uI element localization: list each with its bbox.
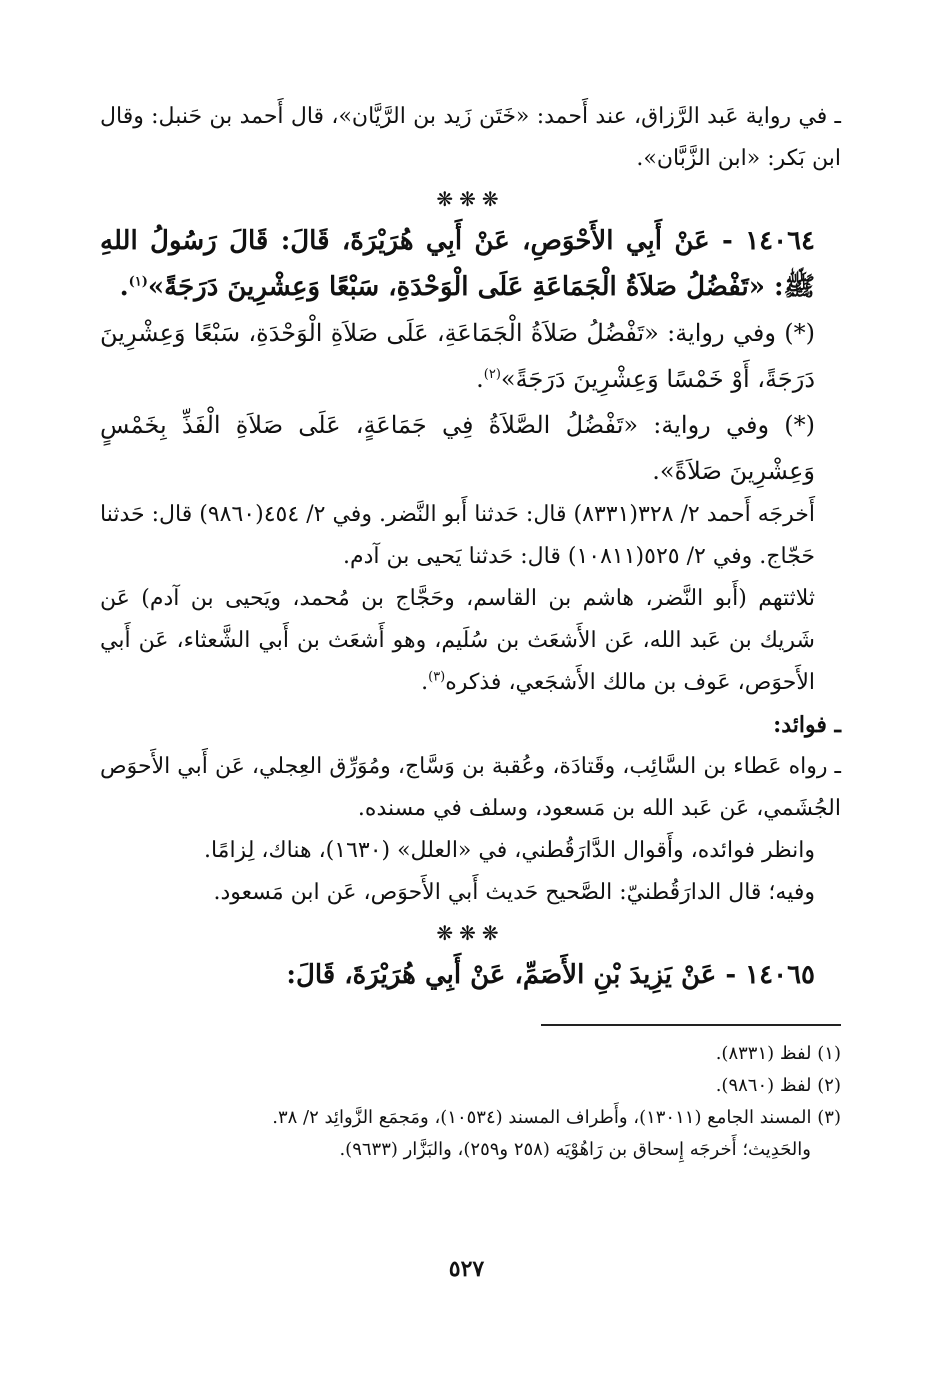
- hadith-text: عَنْ يَزِيدَ بْنِ الأَصَمِّ، عَنْ أَبِي هُرَيْرَةَ، قَالَ:: [286, 960, 717, 990]
- hadith-number: ١٤٠٦٤ -: [722, 226, 816, 256]
- footnotes: [100, 1038, 841, 1166]
- fawaid-paragraph: ـ رواه عَطاء بن السَّائِب، وقَتادَة، وعُقبة بن وَسَّاج، ومُوَرِّق العِجلي، عَن أَبي الأَحوَص الجُشَمي، عَن عَبد الله بن مَسعود، وسلف في مسنده.: [100, 754, 841, 821]
- hadith-14065: [100, 952, 841, 998]
- footnote-3-continued: والحَدِيث؛ أَخرجَه إِسحاق بن رَاهُوْيَه (٢٥٨ و٢٥٩)، والبَزَّار (٩٦٣٣).: [339, 1139, 811, 1160]
- footnote-ref: (١): [128, 274, 148, 290]
- fawaid-paragraph: وفيه؛ قال الدارَقُطنيّ: الصَّحيح حَديث أَبي الأَحوَص، عَن ابن مَسعود.: [213, 880, 815, 905]
- footnote-ref: (٣): [428, 669, 446, 685]
- takhrij-paragraph: ثلاثتهم (أَبو النَّضر، هاشم بن القاسم، وحَجَّاج بن مُحمد، ويَحيى بن آدم) عَن شَريك بن عَبد الله، عَن الأَشعَث بن سُلَيم، وهو أَشعَث بن أَبي الشَّعثاء، عَن أَبي الأَحوَص، عَوف بن مالك الأَشجَعي، فذكره$^{(٣)}$.: [100, 586, 815, 695]
- main-text: [100, 96, 841, 998]
- variant-text: (*) وفي رواية: «تَفْضُلُ صَلاَةُ الْجَمَاعَةِ، عَلَى صَلاَةِ الْوَحْدَةِ، سَبْعًا وَعِشْرِينَ دَرَجَةً، أَوْ خَمْسًا وَعِشْرِينَ دَرَجَةً»: [100, 319, 815, 393]
- footnote-ref: (٢): [483, 367, 501, 382]
- fawaid-heading: ـ فوائد:: [773, 712, 841, 738]
- page-number: ٥٢٧: [448, 1256, 485, 1282]
- footnote-3: (٣) المسند الجامع (١٣٠١١)، وأَطراف المسند (١٠٥٣٤)، ومَجمَع الزَّوائِد ٢/ ٣٨.: [272, 1107, 841, 1128]
- section-separator: ❋❋❋: [436, 187, 505, 211]
- footnote-2: (٢) لفظ (٩٨٦٠).: [715, 1075, 841, 1096]
- hadith-text: عَنْ أَبِي الأَحْوَصِ، عَنْ أَبِي هُرَيْرَةَ، قَالَ: قَالَ رَسُولُ اللهِ ﷺ: «تَفْضُلُ صَلاَةُ الْجَمَاعَةِ عَلَى الْوَحْدَةِ، سَبْعًا وَعِشْرِينَ دَرَجَةً»: [100, 226, 815, 302]
- hadith-14064: ١٤٠٦٤ - عَنْ أَبِي الأَحْوَصِ، عَنْ أَبِي هُرَيْرَةَ، قَالَ: قَالَ رَسُولُ اللهِ ﷺ: «تَفْضُلُ صَلاَةُ الْجَمَاعَةِ عَلَى الْوَحْدَةِ، سَبْعًا وَعِشْرِينَ دَرَجَةً»$^{(١)}$.: [100, 226, 816, 302]
- takhrij-paragraph: أَخرجَه أَحمد ٢/ ٣٢٨(٨٣٣١) قال: حَدثنا أَبو النَّضر. وفي ٢/ ٤٥٤(٩٨٦٠) قال: حَدثنا حَجّاج. وفي ٢/ ٥٢٥(١٠٨١١) قال: حَدثنا يَحيى بن آدم.: [100, 502, 815, 569]
- paragraph-narration-note: ـ في رواية عَبد الرَّزاق، عند أَحمد: «خَتَن زَيد بن الرَّيَّان»، قال أَحمد بن حَنبل: وقال ابن بَكر: «ابن الزَّبَّان».: [100, 104, 841, 171]
- fawaid-paragraph: وانظر فوائده، وأَقوال الدَّارَقُطني، في «العلل» (١٦٣٠)، هناك، لِزامًا.: [203, 838, 815, 863]
- variant-narration: (*) وفي رواية: «تَفْضُلُ صَلاَةُ الْجَمَاعَةِ، عَلَى صَلاَةِ الْوَحْدَةِ، سَبْعًا وَعِشْرِينَ دَرَجَةً، أَوْ خَمْسًا وَعِشْرِينَ دَرَجَةً»$^{(٢)}$.: [100, 319, 815, 393]
- section-separator: ❋❋❋: [436, 921, 505, 945]
- footnote-1: (١) لفظ (٨٣٣١).: [715, 1043, 841, 1064]
- footnote-divider: [541, 1024, 841, 1026]
- book-page: [100, 96, 841, 1328]
- takhrij-text: ثلاثتهم (أَبو النَّضر، هاشم بن القاسم، وحَجَّاج بن مُحمد، ويَحيى بن آدم) عَن شَريك بن عَبد الله، عَن الأَشعَث بن سُلَيم، وهو أَشعَث بن أَبي الشَّعثاء، عَن أَبي الأَحوَص، عَوف بن مالك الأَشجَعي، فذكره: [100, 586, 815, 695]
- variant-narration: (*) وفي رواية: «تَفْضُلُ الصَّلاَةُ فِي جَمَاعَةٍ، عَلَى صَلاَةِ الْفَذِّ بِخَمْسٍ وَعِشْرِينَ صَلاَةً».: [100, 411, 815, 485]
- hadith-number: ١٤٠٦٥ -: [725, 960, 815, 990]
